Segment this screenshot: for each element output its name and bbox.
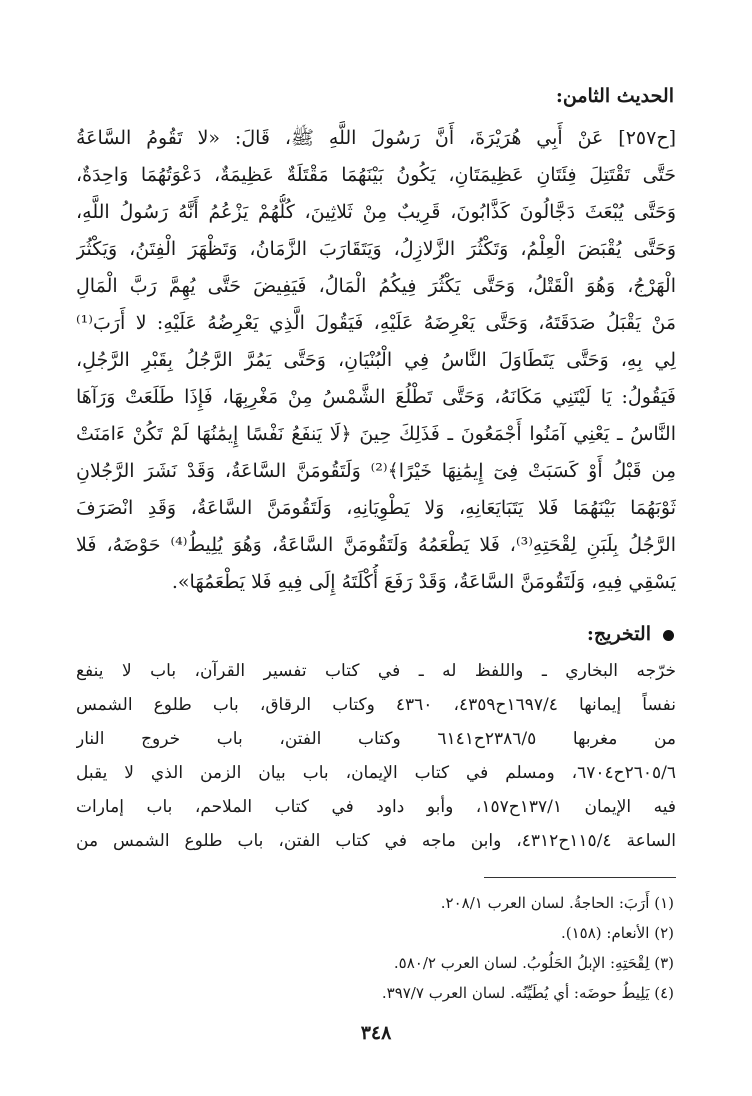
hadith-line: وَحَتَّى يُبْعَثَ دَجَّالُونَ كَذَّابُونَ، قَرِيبٌ مِنْ ثَلاثِينَ، كُلُّهُمْ يَزْعُمُ أَنَّهُ رَسُولُ اللَّهِ، — [76, 201, 676, 223]
hadith-heading: الحديث الثامن: — [555, 85, 674, 107]
takhrij-text — [76, 654, 676, 858]
footnote: (١) أَرَبَ: الحاجةُ. لسان العرب ٢٠٨/١. — [440, 894, 674, 912]
takhrij-line: ٢٦٠٥/٦ح٦٧٠٤، ومسلم في كتاب الإيمان، باب بيان الزمن الذي لا يقبل — [76, 763, 676, 783]
footnotes — [74, 888, 674, 1008]
hadith-line: وَحَتَّى يُقْبَضَ الْعِلْمُ، وَتَكْثُرَ الزَّلازِلُ، وَيَتَقَارَبَ الزَّمَانُ، وَتَظْهَرَ الْفِتَنُ، وَيَكْثُرَ — [76, 238, 676, 260]
footnote: (٣) لِقْحَتِهِ: الإبلُ الحَلُوبُ. لسان العرب ٥٨٠/٢. — [393, 954, 674, 972]
hadith-line: مَنْ يَقْبَلُ صَدَقَتَهُ، وَحَتَّى يَعْرِضَهُ عَلَيْهِ، فَيَقُولَ الَّذِي يَعْرِضُهُ عَلَيْهِ: لا أَرَبَ⁽¹⁾ — [76, 312, 676, 334]
footnote: (٢) الأنعام: (١٥٨). — [560, 924, 674, 942]
takhrij-line: فيه الإيمان ١٣٧/١ح١٥٧، وأبو داود في كتاب الملاحم، باب إمارات — [76, 797, 676, 817]
hadith-line: حَتَّى تَقْتَتِلَ فِئَتَانِ عَظِيمَتَانِ، يَكُونُ بَيْنَهُمَا مَقْتَلَةٌ عَظِيمَةٌ، دَعْوَتُهُمَا وَاحِدَةٌ، — [76, 164, 676, 186]
hadith-line: ثَوْبَهُمَا بَيْنَهُمَا فَلا يَتَبَايَعَانِهِ، وَلا يَطْوِيَانِهِ، وَلَتَقُومَنَّ السَّاعَةُ، وَقَدِ انْصَرَفَ — [76, 497, 676, 519]
hadith-line: الْهَرْجُ، وَهُوَ الْقَتْلُ، وَحَتَّى يَكْثُرَ فِيكُمُ الْمَالُ، فَيَفِيضَ حَتَّى يُهِمَّ رَبَّ الْمَالِ — [76, 275, 676, 297]
hadith-line: مِن قَبْلُ أَوْ كَسَبَتْ فِىٓ إِيمَٰنِهَا خَيْرًا﴾⁽²⁾ وَلَتَقُومَنَّ السَّاعَةُ، وَقَدْ نَشَرَ الرَّجُلانِ — [76, 460, 676, 482]
takhrij-heading-label: التخريج: — [586, 623, 651, 645]
takhrij-line: نفساً إيمانها ١٦٩٧/٤ح٤٣٥٩، ٤٣٦٠ وكتاب الرقاق، باب طلوع الشمس — [76, 695, 676, 715]
bullet-icon — [663, 630, 674, 641]
page-number: ٣٤٨ — [360, 1022, 392, 1044]
takhrij-line: الساعة ١١٥/٤ح٤٣١٢، وابن ماجه في كتاب الفتن، باب طلوع الشمس من — [76, 831, 676, 851]
hadith-line: فَيَقُولُ: يَا لَيْتَنِي مَكَانَهُ، وَحَتَّى تَطْلُعَ الشَّمْسُ مِنْ مَغْرِبِهَا، فَإِذَا طَلَعَتْ وَرَآهَا — [76, 386, 676, 408]
hadith-text — [76, 120, 676, 601]
takhrij-line: من مغربها ٢٣٨٦/٥ح٦١٤١ وكتاب الفتن، باب خروج النار — [76, 729, 676, 749]
footnote: (٤) يَلِيطُ حوضَه: أي يُطَيِّنُه. لسان العرب ٣٩٧/٧. — [381, 984, 674, 1002]
hadith-line: يَسْقِي فِيهِ، وَلَتَقُومَنَّ السَّاعَةُ، وَقَدْ رَفَعَ أُكْلَتَهُ إِلَى فِيهِ فَلا يَطْعَمُهَا». — [171, 571, 676, 593]
takhrij-heading — [587, 620, 674, 648]
hadith-line: لِي بِهِ، وَحَتَّى يَتَطَاوَلَ النَّاسُ فِي الْبُنْيَانِ، وَحَتَّى يَمُرَّ الرَّجُلُ بِقَبْرِ الرَّجُلِ، — [76, 349, 676, 371]
hadith-line: الرَّجُلُ بِلَبَنِ لِقْحَتِهِ⁽³⁾، فَلا يَطْعَمُهُ وَلَتَقُومَنَّ السَّاعَةُ، وَهُوَ يُلِيطُ⁽⁴⁾ حَوْضَهُ، فَلا — [76, 534, 676, 556]
footnote-divider — [484, 877, 676, 878]
hadith-line: [ح٢٥٧] عَنْ أَبِي هُرَيْرَةَ، أَنَّ رَسُولَ اللَّهِ ﷺ، قَالَ: «لا تَقُومُ السَّاعَةُ — [76, 127, 676, 149]
takhrij-line: خرّجه البخاري ـ واللفظ له ـ في كتاب تفسير القرآن، باب لا ينفع — [76, 661, 676, 681]
hadith-line: النَّاسُ ـ يَعْنِي آمَنُوا أَجْمَعُونَ ـ فَذَلِكَ حِينَ ﴿لَا يَنفَعُ نَفْسًا إِيمَٰنُهَا لَمْ تَكُنْ ءَامَنَتْ — [76, 423, 676, 445]
